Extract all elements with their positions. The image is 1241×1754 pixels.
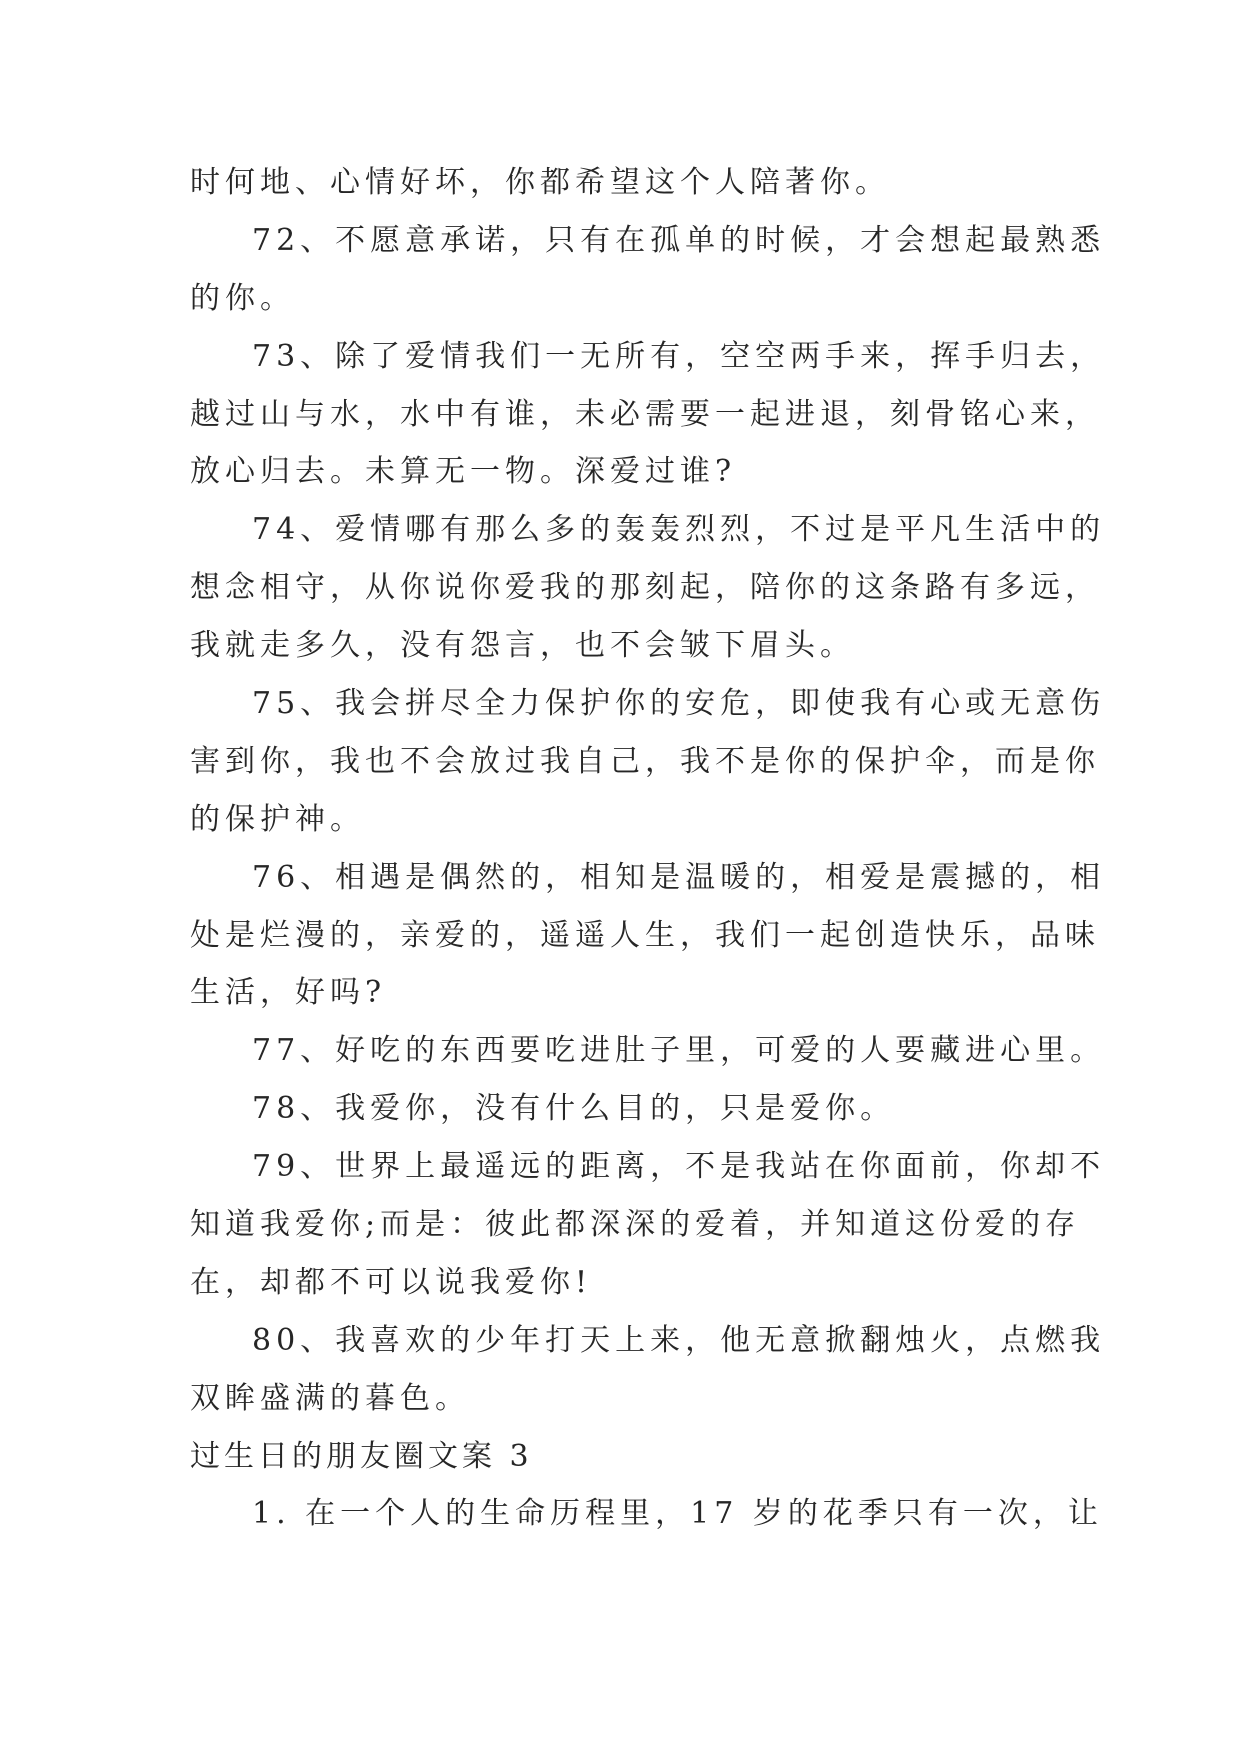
text-line: 知道我爱你;而是：彼此都深深的爱着，并知道这份爱的存 [190,1207,1081,1243]
text-line: 害到你，我也不会放过我自己，我不是你的保护伞，而是你 [190,743,1100,779]
text-line: 我就走多久，没有怨言，也不会皱下眉头。 [190,628,855,664]
text-line: 时何地、心情好坏，你都希望这个人陪著你。 [190,165,890,200]
text-line: 双眸盛满的暮色。 [190,1380,470,1416]
document-body [190,154,1106,1543]
text-line: 处是烂漫的，亲爱的，遥遥人生，我们一起创造快乐，品味 [190,917,1100,953]
text-line: 80、我喜欢的少年打天上来，他无意掀翻烛火，点燃我 [252,1322,1106,1358]
text-line: 74、爱情哪有那么多的轰轰烈烈，不过是平凡生活中的 [252,512,1106,548]
text-line: 77、好吃的东西要吃进肚子里，可爱的人要藏进心里。 [252,1033,1106,1069]
text-line: 放心归去。未算无一物。深爱过谁? [190,454,737,490]
text-line: 的保护神。 [190,801,365,837]
section-heading: 过生日的朋友圈文案 3 [190,1438,533,1474]
text-line: 73、除了爱情我们一无所有，空空两手来，挥手归去， [252,338,1106,374]
text-line: 1. 在一个人的生命历程里，17 岁的花季只有一次，让 [252,1496,1103,1532]
text-line: 想念相守，从你说你爱我的那刻起，陪你的这条路有多远， [190,570,1100,606]
text-line: 越过山与水，水中有谁，未必需要一起进退，刻骨铭心来， [190,396,1100,432]
text-line: 75、我会拼尽全力保护你的安危，即使我有心或无意伤 [252,686,1106,722]
text-line: 在，却都不可以说我爱你! [190,1264,593,1300]
text-line: 的你。 [190,280,295,316]
text-line: 72、不愿意承诺，只有在孤单的时候，才会想起最熟悉 [252,222,1106,258]
text-line: 76、相遇是偶然的，相知是温暖的，相爱是震撼的，相 [252,859,1106,895]
text-line: 79、世界上最遥远的距离，不是我站在你面前，你却不 [252,1149,1106,1185]
text-line: 78、我爱你，没有什么目的，只是爱你。 [252,1091,896,1127]
text-line: 生活，好吗? [190,975,387,1011]
